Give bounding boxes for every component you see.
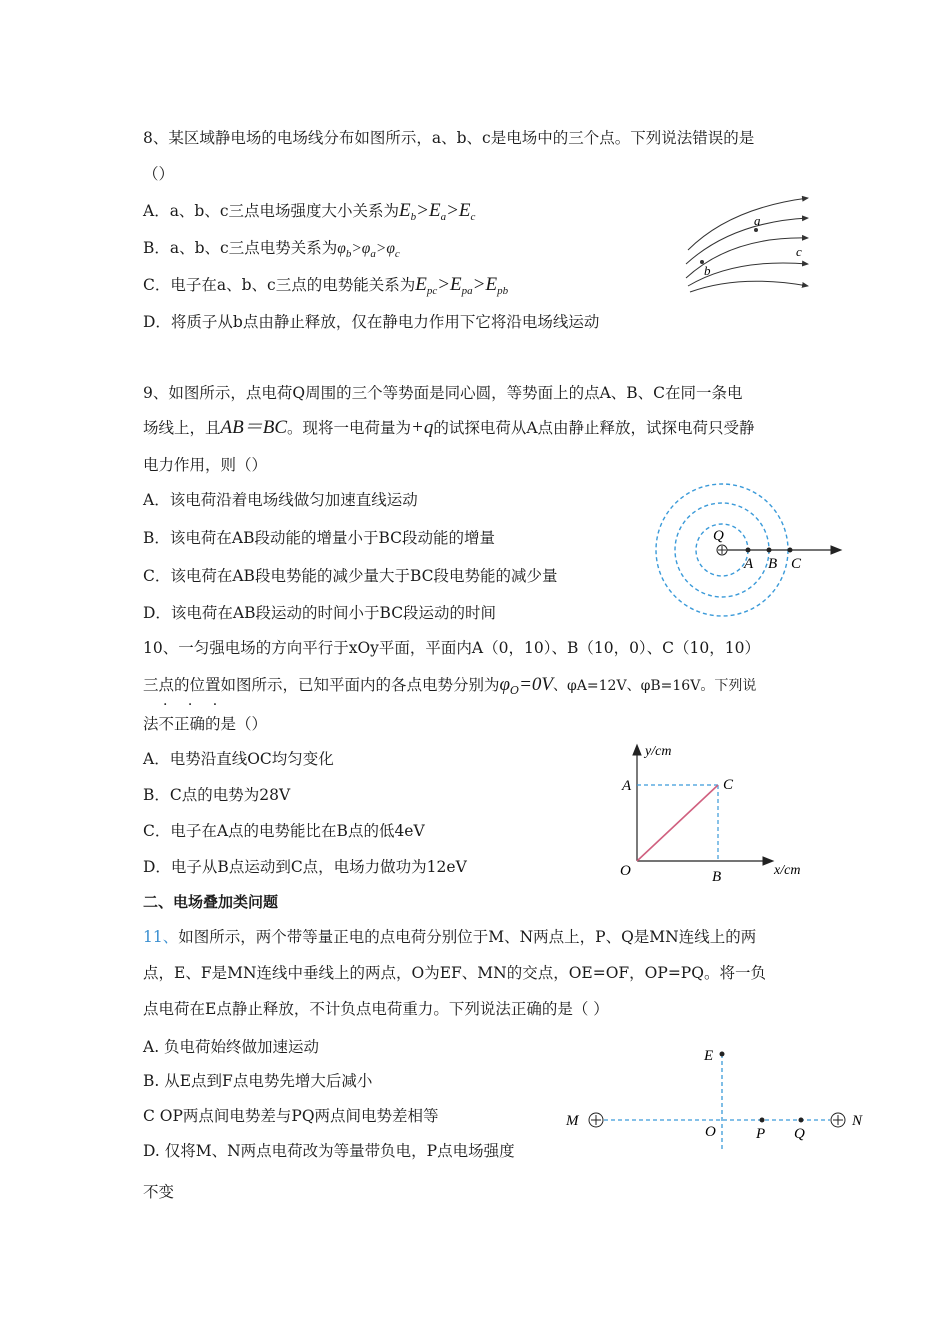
fig11-label-p: P [756,1126,766,1142]
fig10-label-c: C [723,777,734,793]
fig10-label-o: O [620,863,631,879]
q9-option-a: A．该电荷沿着电场线做匀加速直线运动 [143,491,418,509]
q8-paren: （） [143,165,175,183]
q10-option-a: A．电势沿直线OC均匀变化 [143,750,334,768]
q11-option-c: C OP两点间电势差与PQ两点间电势差相等 [143,1107,439,1125]
fig10-y-label: y/cm [645,744,672,759]
coordinate-figure [612,738,822,888]
q11-option-d-cont: 不变 [143,1183,175,1201]
fig11-label-o: O [705,1124,716,1140]
q10-option-d: D．电子从B点运动到C点，电场力做功为12eV [143,858,467,876]
fig11-label-m: M [566,1113,579,1129]
fig8-label-a: a [754,213,761,228]
fig11-label-q: Q [794,1126,805,1142]
q8-stem: 8、某区域静电场的电场线分布如图所示，a、b、c是电场中的三个点。下列说法错误的是 [143,129,755,147]
fig11-label-n: N [852,1113,863,1129]
fig8-label-b: b [704,263,711,278]
q11-option-a: A. 负电荷始终做加速运动 [143,1038,320,1056]
q10-line3: 法不正确的是（） [143,715,268,733]
q11-line3: 点电荷在E点静止释放，不计负点电荷重力。下列说法正确的是（ ） [143,1000,609,1018]
fig10-x-label: x/cm [774,863,801,878]
equipotential-figure [650,482,850,622]
q9-option-c: C．该电荷在AB段电势能的减少量大于BC段电势能的减少量 [143,567,558,585]
q9-line2: 场线上，且AB＝BC。现将一电荷量为+q的试探电荷从A点由静止释放，试探电荷只受静 [143,417,755,438]
fig8-label-c: c [796,244,802,259]
fig10-label-b: B [712,869,722,885]
q11-line2: 点，E、F是MN连线中垂线上的两点，O为EF、MN的交点，OE=OF，OP=PQ。将一负 [143,964,766,982]
fig9-label-q: Q [713,528,724,544]
q10-line2: 三点的位置如图所示，已知平面内的各点电势分别为$\varphi_O=0V$、φA=12V、φB=16V。下列说 [143,674,757,697]
q10-option-b: B．C点的电势为28V [143,786,291,804]
section-heading: 二、电场叠加类问题 [143,893,279,911]
q11-option-d: D. 仅将M、N两点电荷改为等量带负电，P点电场强度 [143,1142,515,1160]
q9-line1: 9、如图所示，点电荷Q周围的三个等势面是同心圆，等势面上的点A、B、C在同一条电 [143,384,743,402]
q10-line1: 10、一匀强电场的方向平行于xOy平面，平面内A（0，10）、B（10，0）、C（10，10） [143,639,760,657]
q8-option-d: D．将质子从b点由静止释放，仅在静电力作用下它将沿电场线运动 [143,313,600,331]
q8-option-c: C．电子在a、b、c三点的电势能关系为$E_{pc}>E_{pa}>E_{pb}$ [143,274,509,297]
q10-option-c: C．电子在A点的电势能比在B点的低4eV [143,822,425,840]
q9-line3: 电力作用，则（） [143,456,268,474]
fig10-label-a: A [622,778,632,794]
q9-option-b: B．该电荷在AB段动能的增量小于BC段动能的增量 [143,529,496,547]
q8-option-b: B．a、b、c三点电势关系为$\varphi_b>\varphi_a>\varphi_c$ [143,239,400,260]
fig9-label-c: C [791,556,802,572]
emphasis-dots: · · · [163,697,226,713]
field-lines-figure [680,190,820,295]
two-charges-figure [560,1040,880,1150]
fig9-label-a: A [744,556,754,572]
q8-option-a: A．a、b、c三点电场强度大小关系为$E_b>E_a>E_c$ [143,200,476,223]
q11-option-b: B. 从E点到F点电势先增大后减小 [143,1072,373,1090]
fig9-label-b: B [768,556,778,572]
q9-option-d: D．该电荷在AB段运动的时间小于BC段运动的时间 [143,604,497,622]
q11-line1: 11、如图所示，两个带等量正电的点电荷分别位于M、N两点上，P、Q是MN连线上的两 [143,928,757,946]
fig11-label-e: E [704,1048,714,1064]
